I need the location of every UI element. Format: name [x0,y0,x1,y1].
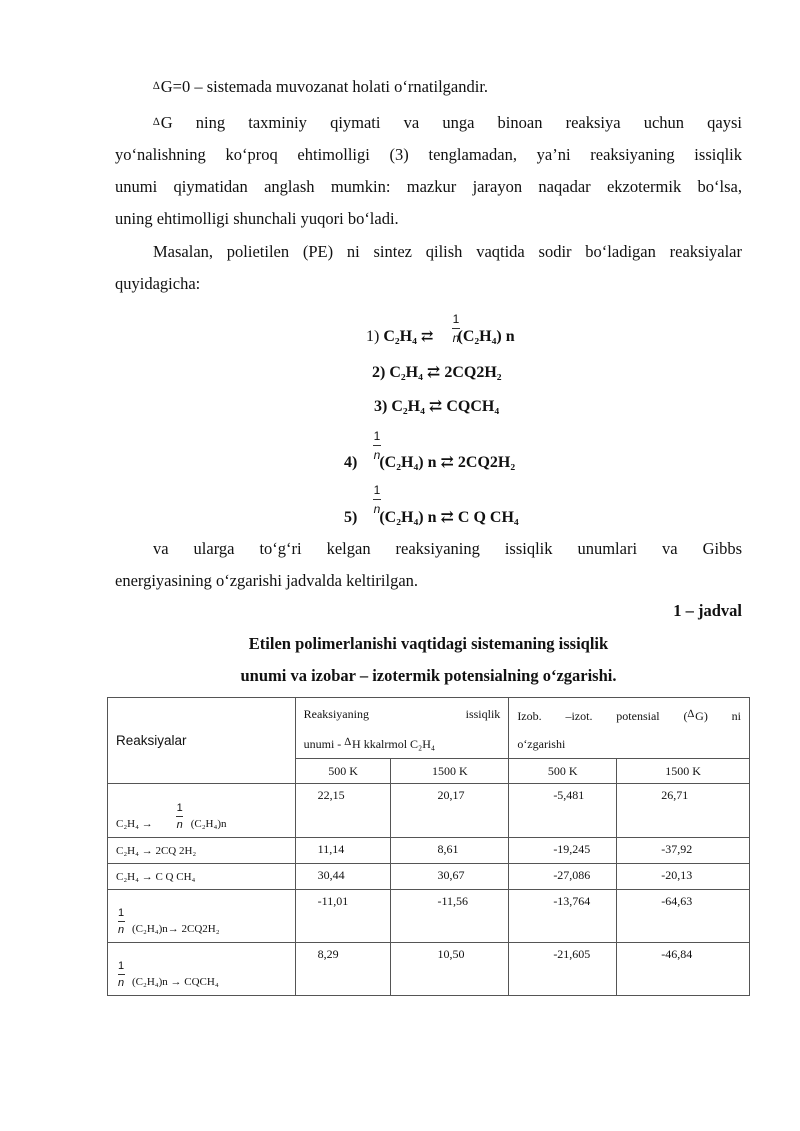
reaction-expression [116,802,287,831]
value-cell: 11,14 [295,838,391,864]
equation-number: 5) [344,509,358,526]
reaction-text: C₂H₄ → [116,818,153,830]
header-text: o‘zgarishi [517,737,566,751]
temp-header: 1500 K [617,759,750,784]
paragraph-delta-g [115,106,742,235]
equation-1 [366,327,515,346]
header-text [304,728,501,758]
delta-symbol: ∆ [153,80,160,92]
value-cell: -11,56 [391,890,509,943]
reaction-text: (C₂H₄)n [190,818,227,830]
value-cell: -20,13 [617,864,750,890]
fraction-one-over-n [116,960,126,989]
value-cell: -13,764 [509,890,617,943]
header-text-part: Izob. –izot. potensial ( [517,709,688,723]
table-row [108,864,750,890]
table-row [108,943,750,996]
fraction-numerator: 1 [452,312,460,326]
temp-header: 500 K [295,759,391,784]
value-cell: -64,63 [617,890,750,943]
value-cell: 10,50 [391,943,509,996]
value-cell: -46,84 [617,943,750,996]
paragraph-text: G ning taxminiy qiymati va unga binoan reaksiya uchun qaysi [160,113,742,132]
paragraph-text: G=0 – sistemada muvozanat holati o‘rnatilgandir. [160,77,489,96]
equation-3: 3) C₂H₄ ⇄ CQCH₄ [374,398,500,415]
fraction-bar [373,445,381,446]
header-reactions: Reaksiyalar [108,698,296,784]
temp-header: 1500 K [391,759,509,784]
value-cell: 8,61 [391,838,509,864]
paragraph-line: energiyasining o‘zgarishi jadvalda keltirilgan. [115,571,419,590]
fraction-denominator: n [176,819,183,831]
equation-right: (C₂H₄) n [457,328,515,345]
fraction-denominator: n [452,331,460,345]
value-cell: 30,44 [295,864,391,890]
fraction-numerator: 1 [373,429,381,443]
equation-body: (C₂H₄) n ⇄ C Q CH₄ [379,509,519,526]
equation-body: (C₂H₄) n ⇄ 2CQ2H₂ [379,454,516,471]
equation-2: 2) C₂H₄ ⇄ 2CQ2H₂ [372,364,502,381]
fraction-denominator: n [117,924,125,936]
equilibrium-arrow-icon: ⇄ [420,329,434,345]
header-text-part: unumi - [303,737,342,751]
value-cell: 20,17 [391,784,509,838]
value-cell: -27,086 [509,864,617,890]
fraction-bar [118,921,125,922]
table-header-row [108,698,750,759]
reaction-text: (C₂H₄)n→ 2CQ2H₂ [132,923,220,935]
table-row [108,890,750,943]
header-heat-yield [295,698,509,759]
value-cell: -37,92 [617,838,750,864]
equation-4 [344,452,515,472]
paragraph-table-intro [115,533,742,597]
value-cell: -11,01 [295,890,391,943]
reaction-cell [108,943,296,996]
fraction-bar [118,974,125,975]
paragraph-line: Masalan, polietilen (PE) ni sintez qilish vaqtida sodir bo‘ladigan reaksiyalar [153,242,742,261]
fraction-numerator: 1 [176,802,183,814]
fraction-numerator: 1 [117,960,125,972]
paragraph-line: va ularga to‘g‘ri kelgan reaksiyaning issiqlik unumlari va Gibbs [153,539,742,558]
fraction-one-over-n [175,802,185,831]
value-cell: -21,605 [509,943,617,996]
table-title-line2: unumi va izobar – izotermik potensialning o‘zgarishi. [240,666,617,685]
paragraph-line: unumi qiymatidan anglash mumkin: mazkur jarayon naqadar ekzotermik bo‘lsa, [115,177,742,196]
equation-left: C₂H₄ [383,328,417,345]
header-text [517,700,741,730]
reaction-expression [116,907,287,936]
fraction-bar [373,499,381,500]
table-row [108,784,750,838]
reaction-cell [108,890,296,943]
header-gibbs-change [509,698,750,759]
paragraph-equilibrium [115,70,742,103]
fraction-numerator: 1 [373,483,381,497]
delta-symbol: ∆ [344,736,352,748]
paragraph-line: uning ehtimolligi shunchali yuqori bo‘ladi. [115,209,399,228]
table-row [108,838,750,864]
fraction-one-over-n [116,907,126,936]
value-cell: 26,71 [617,784,750,838]
fraction-denominator: n [373,448,381,462]
reaction-cell [108,784,296,838]
value-cell: -19,245 [509,838,617,864]
reaction-cell [108,864,296,890]
delta-symbol: ∆ [153,116,160,128]
temp-header: 500 K [509,759,617,784]
table-body [108,784,750,996]
reaction-cell [108,838,296,864]
fraction-denominator: n [373,502,381,516]
equation-number: 4) [344,454,358,471]
header-text: Reaksiyaning issiqlik [303,707,501,721]
reaction-data-table [107,697,750,996]
paragraph-polyethylene [115,236,742,300]
value-cell: 30,67 [391,864,509,890]
value-cell: 22,15 [295,784,391,838]
fraction-bar [176,816,183,817]
value-cell: 8,29 [295,943,391,996]
value-cell: -5,481 [509,784,617,838]
delta-symbol: ∆ [687,708,695,720]
table-title-line1: Etilen polimerlanishi vaqtidagi sistemaning issiqlik [248,634,609,653]
header-text-part: G) ni [695,709,741,723]
paragraph-line: yo‘nalishning ko‘proq ehtimolligi (3) tenglamadan, ya’ni reaksiyaning issiqlik [115,145,742,164]
equation-number: 1) [366,328,380,345]
reaction-text: C₂H₄ → C Q CH₄ [116,870,196,883]
fraction-numerator: 1 [117,907,125,919]
equation-5 [344,507,519,527]
header-text-part: H kkalrmol C₂H₄ [352,737,436,751]
reaction-text: C₂H₄ → 2CQ 2H₂ [116,844,197,857]
paragraph-line: quyidagicha: [115,274,201,293]
reaction-text: (C₂H₄)n → CQCH₄ [132,976,219,988]
paragraph-line [115,106,742,139]
table-label: 1 – jadval [673,601,742,620]
reaction-expression [116,960,287,989]
fraction-denominator: n [117,977,125,989]
